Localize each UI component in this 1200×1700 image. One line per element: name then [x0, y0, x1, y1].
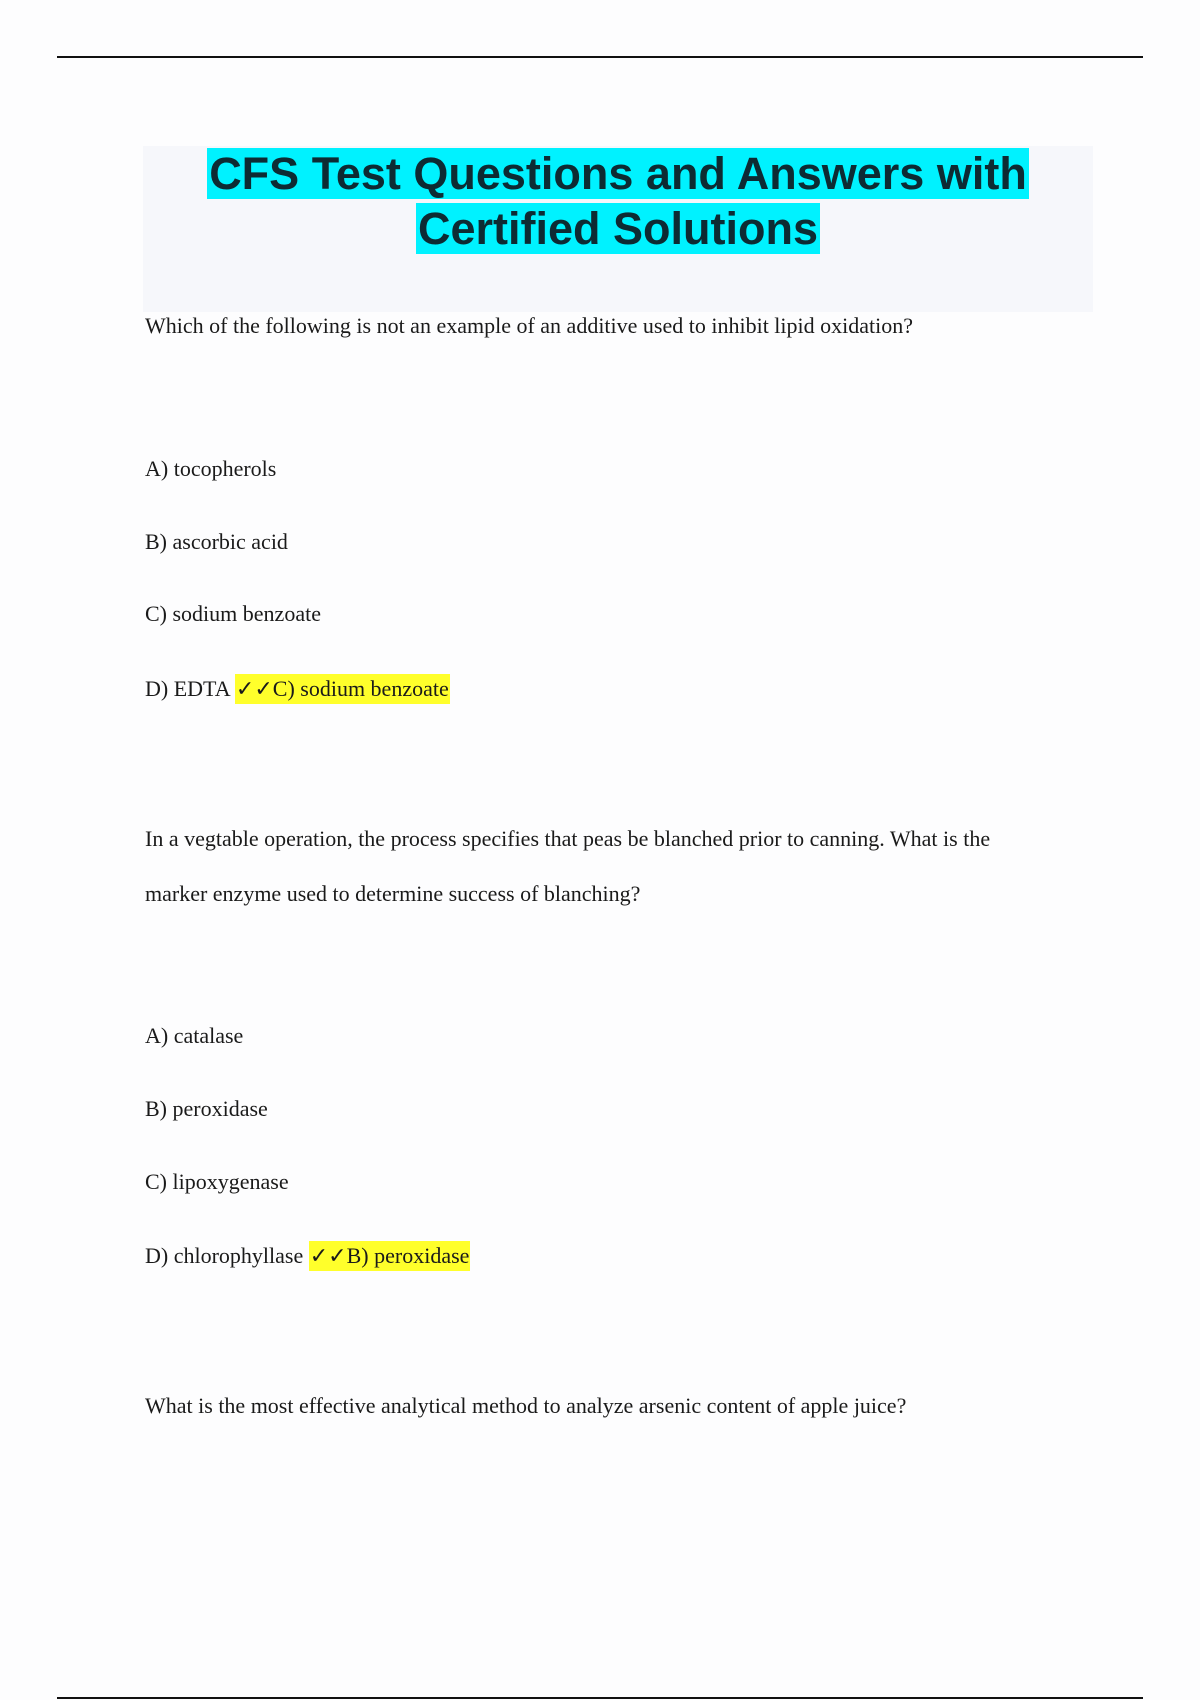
question-1-answer-text: C) sodium benzoate — [272, 676, 449, 701]
top-rule — [57, 56, 1143, 58]
checkmark-icon: ✓✓ — [309, 1244, 347, 1269]
question-1-option-c: C) sodium benzoate — [145, 601, 321, 626]
question-1-option-a: A) tocopherols — [145, 456, 277, 481]
question-1-option-d: D) EDTA — [145, 676, 230, 701]
question-2-answer — [309, 1241, 471, 1271]
question-1-text: Which of the following is not an example of an additive used to inhibit lipid oxidation? — [145, 313, 914, 338]
question-1-answer — [235, 674, 450, 704]
checkmark-icon: ✓✓ — [235, 677, 273, 702]
question-1-option-b: B) ascorbic acid — [145, 529, 288, 554]
question-2-option-c: C) lipoxygenase — [145, 1169, 289, 1194]
question-2-text-line-1: In a vegtable operation, the process specifies that peas be blanched prior to canning. What is the — [145, 826, 991, 851]
title-line-2: Certified Solutions — [417, 203, 818, 254]
title-line-1: CFS Test Questions and Answers with — [209, 148, 1027, 199]
question-2-option-d: D) chlorophyllase — [145, 1243, 304, 1268]
question-2-option-d-row — [145, 1243, 470, 1270]
bottom-rule — [57, 1697, 1143, 1699]
question-2-answer-text: B) peroxidase — [346, 1243, 470, 1268]
question-1-option-d-row — [145, 676, 450, 703]
question-2-option-b: B) peroxidase — [145, 1096, 268, 1121]
question-2-text-line-2: marker enzyme used to determine success of blanching? — [145, 881, 641, 906]
question-2-option-a: A) catalase — [145, 1023, 244, 1048]
document-title — [143, 146, 1093, 256]
question-3-text: What is the most effective analytical method to analyze arsenic content of apple juice? — [145, 1393, 907, 1418]
